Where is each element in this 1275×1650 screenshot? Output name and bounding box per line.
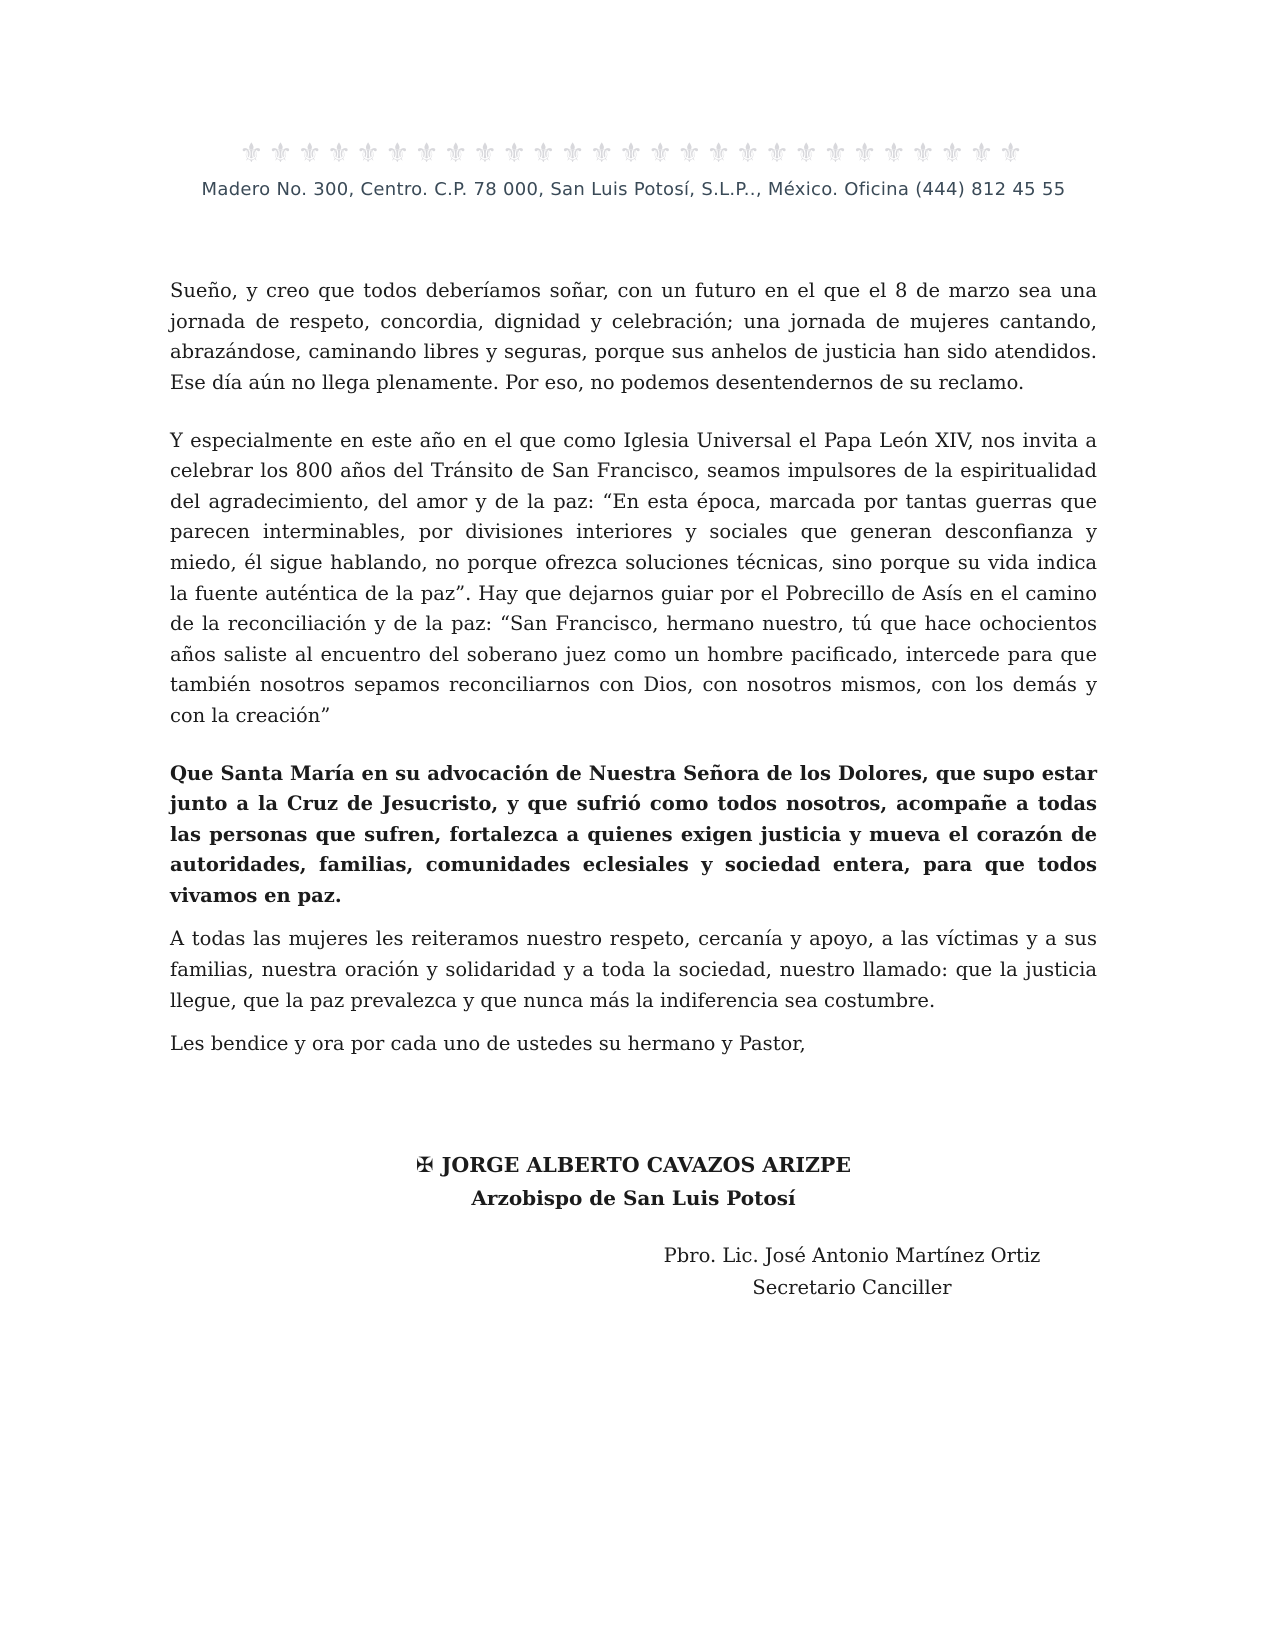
paragraph-4: A todas las mujeres les reiteramos nuestro respeto, cercanía y apoyo, a las víctimas y a sus familias, nuestra oración y solidaridad y a toda la sociedad, nuestro llamado: que la justicia llegue, que la paz prevalezca y que nunca más la indiferencia sea costumbre. bbox=[170, 927, 1097, 1012]
letterhead-address: Madero No. 300, Centro. C.P. 78 000, San Luis Potosí, S.L.P.., México. Oficina (444) 812 45 55 bbox=[201, 179, 1066, 200]
signatory-title: Arzobispo de San Luis Potosí bbox=[471, 1186, 796, 1211]
paragraph-3: Que Santa María en su advocación de Nuestra Señora de los Dolores, que supo estar junto a la Cruz de Jesucristo, y que sufrió como todos nosotros, acompañe a todas las personas que sufren, fortalezca a quienes exigen justicia y mueva el corazón de autoridades, familias, comunidades eclesiales y sociedad entera, para que todos vivamos en paz. bbox=[170, 761, 1097, 907]
paragraph-2: Y especialmente en este año en el que como Iglesia Universal el Papa León XIV, nos invita a celebrar los 800 años del Tránsito de San Francisco, seamos impulsores de la espiritualidad del agradecimiento, del amor y de la paz: “En esta época, marcada por tantas guerras que parecen interminables, por divisiones interiores y sociales que generan desconfianza y miedo, él sigue hablando, no porque ofrezca soluciones técnicas, sino porque su vida indica la fuente auténtica de la paz”. Hay que dejarnos guiar por el Pobrecillo de Asís en el camino de la reconciliación y de la paz: “San Francisco, hermano nuestro, tú que hace ochocientos años saliste al encuentro del soberano juez como un hombre pacificado, intercede para que también nosotros sepamos reconciliarnos con Dios, con nosotros mismos, con los demás y con la creación” bbox=[170, 428, 1097, 727]
signatory-name-line bbox=[170, 1152, 1097, 1179]
paragraph-5: Les bendice y ora por cada uno de ustedes su hermano y Pastor, bbox=[170, 1032, 806, 1056]
signature-block bbox=[170, 1152, 1097, 1210]
letter-content-column bbox=[170, 0, 1097, 1304]
episcopal-cross-icon: ✠ bbox=[416, 1152, 434, 1177]
secretary-block bbox=[662, 1240, 1042, 1304]
letter-body bbox=[170, 276, 1097, 1060]
fleur-de-lis-ornament-row: ⚜⚜⚜⚜⚜⚜⚜⚜⚜⚜⚜⚜⚜⚜⚜⚜⚜⚜⚜⚜⚜⚜⚜⚜⚜⚜⚜ bbox=[239, 140, 1028, 167]
paragraph-1: Sueño, y creo que todos deberíamos soñar, con un futuro en el que el 8 de marzo sea una jornada de respeto, concordia, dignidad y celebración; una jornada de mujeres cantando, abrazándose, caminando libres y seguras, porque sus anhelos de justicia han sido atendidos. Ese día aún no llega plenamente. Por eso, no podemos desentendernos de su reclamo. bbox=[170, 279, 1097, 394]
secretary-name: Pbro. Lic. José Antonio Martínez Ortiz bbox=[663, 1244, 1041, 1268]
secretary-title: Secretario Canciller bbox=[752, 1276, 952, 1300]
signatory-name: JORGE ALBERTO CAVAZOS ARIZPE bbox=[441, 1152, 851, 1177]
